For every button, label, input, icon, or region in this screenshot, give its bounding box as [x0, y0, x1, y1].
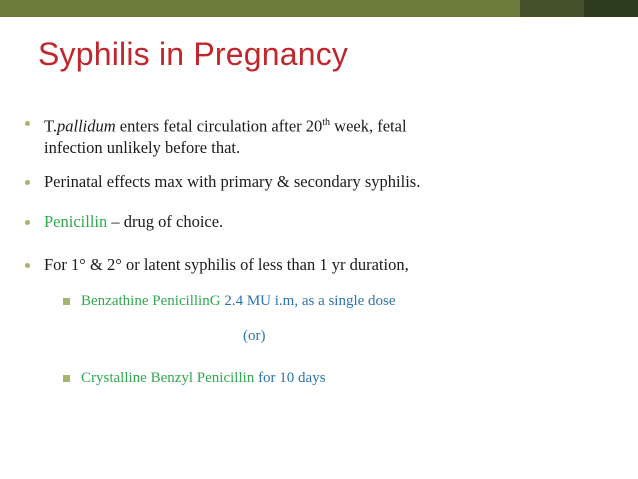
bar-segment-dark — [584, 0, 638, 17]
bullet-dot-icon — [25, 180, 30, 185]
dosage-text: for 10 days — [254, 370, 326, 386]
sub-text-1 — [81, 292, 396, 311]
bullet-dot-icon — [25, 263, 30, 268]
or-text: (or) — [243, 328, 266, 344]
bullet-text-1 — [44, 112, 407, 158]
square-bullet-icon — [63, 375, 70, 382]
drug-name: Benzathine PenicillinG — [81, 293, 221, 309]
drug-name: Penicillin — [44, 212, 108, 231]
sub-text-2 — [81, 369, 326, 388]
text-segment: week, fetal — [330, 116, 407, 136]
bullet-item-3 — [25, 211, 223, 232]
slide-title: Syphilis in Pregnancy — [38, 36, 349, 72]
bar-segment-light — [0, 0, 520, 17]
top-decorative-bar — [0, 0, 638, 17]
species-name: pallidum — [56, 116, 116, 136]
bullet-text-3 — [44, 211, 223, 232]
superscript: th — [322, 117, 331, 128]
dosage-text: 2.4 MU i.m, as a single dose — [220, 293, 396, 309]
bullet-dot-icon — [25, 121, 30, 126]
text-segment: infection unlikely before that. — [44, 137, 241, 157]
text-segment: enters fetal circulation after 20 — [115, 116, 323, 136]
bullet-text-2: Perinatal effects max with primary & secondary syphilis. — [44, 172, 421, 191]
bullet-dot-icon — [25, 220, 30, 225]
sub-item-2 — [63, 369, 326, 388]
bullet-item-4 — [25, 254, 409, 275]
bullet-item-1 — [25, 112, 407, 158]
square-bullet-icon — [63, 298, 70, 305]
bullet-text-4: For 1° & 2° or latent syphilis of less than 1 yr duration, — [44, 255, 409, 274]
text-segment: T. — [44, 116, 57, 136]
bar-segment-mid — [520, 0, 584, 17]
bullet-item-2 — [25, 171, 420, 192]
text-segment: – drug of choice. — [107, 212, 224, 231]
drug-name: Crystalline Benzyl Penicillin — [81, 370, 255, 386]
sub-item-1 — [63, 292, 396, 311]
